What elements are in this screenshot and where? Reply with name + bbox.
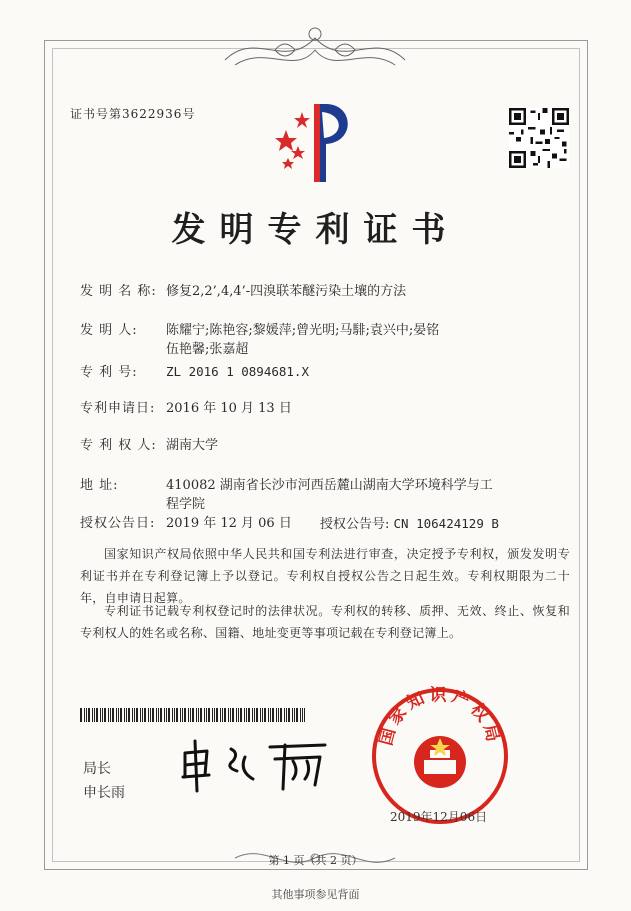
address-row — [80, 476, 493, 495]
inventors-line2: 伍艳馨;张嘉超 — [166, 342, 249, 357]
page-number: 第 1 页（共 2 页） — [268, 854, 363, 867]
cnipa-logo-icon — [268, 98, 360, 184]
seal-date: 2019年12月06日 — [390, 810, 488, 824]
address-line1: 410082 湖南省长沙市河西岳麓山湖南大学环境科学与工 — [166, 478, 493, 493]
address-label: 地 址: — [80, 478, 119, 493]
grant-date-row — [80, 514, 292, 533]
application-date-label: 专利申请日: — [80, 401, 156, 416]
patentee-row — [80, 436, 218, 455]
legal-paragraph-2: 专利证书记载专利权登记时的法律状况。专利权的转移、质押、无效、终止、恢复和专利权人的姓名或名称、国籍、地址变更等事项记载在专利登记簿上。 — [80, 604, 570, 640]
legal-paragraph-1: 国家知识产权局依照中华人民共和国专利法进行审查，决定授予专利权，颁发发明专利证书并在专利登记簿上予以登记。专利权自授权公告之日起生效。专利权期限为二十年，自申请日起算。 — [80, 547, 570, 605]
patentee-label: 专 利 权 人: — [80, 438, 157, 453]
patent-number-label: 专 利 号: — [80, 365, 138, 380]
patent-number: ZL 2016 1 0894681.X — [166, 364, 309, 379]
certificate-title: 发明专利证书 — [171, 210, 460, 250]
invention-name-row — [80, 282, 406, 301]
signatory-title: 局长 — [83, 761, 111, 777]
patent-number-row — [80, 362, 309, 382]
inventors-line1: 陈耀宁;陈艳容;黎媛萍;曾光明;马騑;袁兴中;晏铭 — [166, 323, 440, 338]
barcode-icon — [80, 708, 305, 722]
svg-text:国家知识产权局: 国家知识产权局 — [376, 686, 504, 748]
top-ornament-icon — [215, 20, 415, 75]
address-line2: 程学院 — [166, 497, 206, 512]
handwritten-signature-icon — [175, 735, 340, 795]
patentee: 湖南大学 — [166, 438, 219, 453]
grant-date: 2019 年 12 月 06 日 — [166, 516, 292, 531]
invention-name: 修复2,2’,4,4’-四溴联苯醚污染土壤的方法 — [166, 284, 407, 299]
certificate-number: 证书号第3622936号 — [70, 107, 196, 121]
application-date-row — [80, 399, 292, 418]
inventors-row — [80, 321, 439, 340]
grant-number-label: 授权公告号: — [320, 517, 390, 532]
invention-name-label: 发 明 名 称: — [80, 284, 157, 299]
application-date: 2016 年 10 月 13 日 — [166, 401, 292, 416]
inventors-label: 发 明 人: — [80, 323, 138, 338]
footnote: 其他事项参见背面 — [271, 888, 360, 901]
grant-number: CN 106424129 B — [393, 516, 499, 531]
signatory-name: 申长雨 — [83, 785, 125, 801]
qr-code-icon — [509, 108, 569, 168]
grant-number-row — [320, 514, 499, 534]
grant-date-label: 授权公告日: — [80, 516, 156, 531]
national-ip-office-seal-icon — [370, 686, 510, 826]
